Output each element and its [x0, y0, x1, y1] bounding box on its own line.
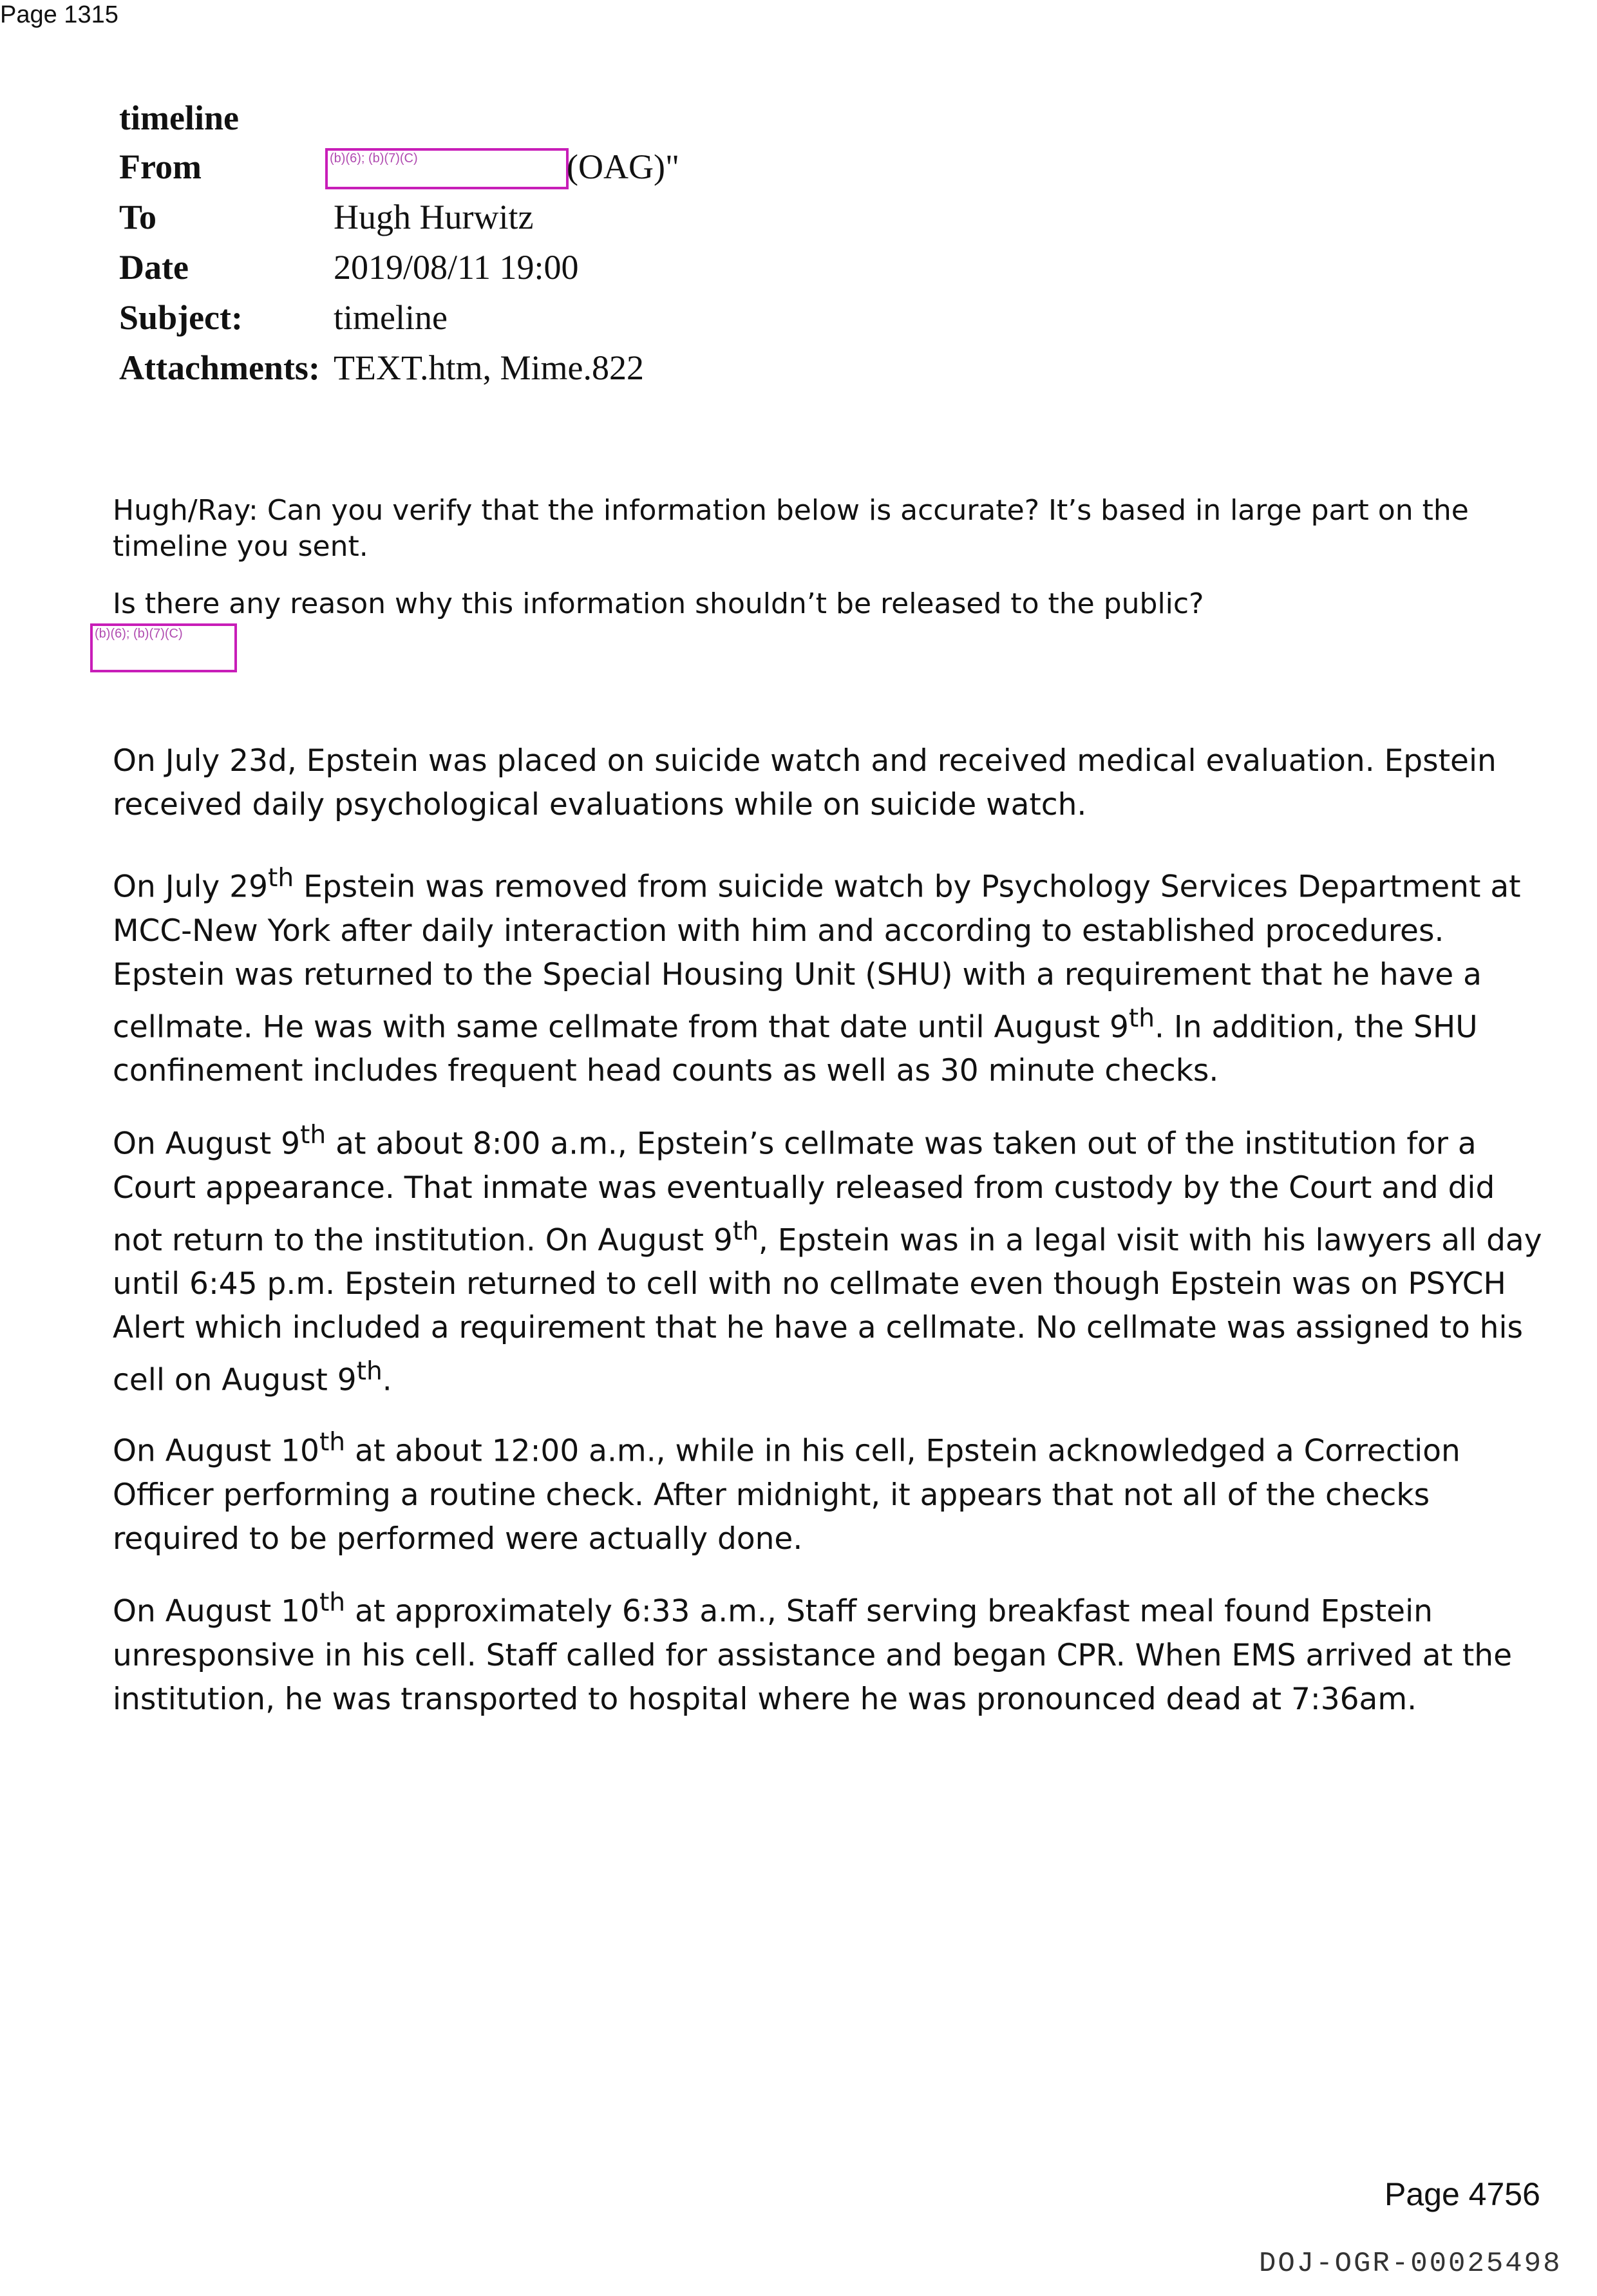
page-number-top: Page 1315 — [0, 1, 118, 28]
ordinal-suffix: th — [1128, 1003, 1155, 1033]
date-value: 2019/08/11 19:00 — [334, 248, 579, 287]
body-paragraph-3 — [113, 1114, 1542, 1403]
text-run: at approximately 6:33 a.m., Staff serving breakfast meal found Epstein unresponsive in his cell. Staff called for assistance and began CPR. When EMS arrived at the institution, he was transported to hospital where he was pronounced dead at 7:36am. — [113, 1593, 1513, 1717]
attachments-label: Attachments: — [119, 348, 320, 387]
attachments-value: TEXT.htm, Mime.822 — [334, 348, 644, 387]
intro-paragraph-1: Hugh/Ray: Can you verify that the information below is accurate? It’s based in large part on the timeline you sent. — [113, 494, 1469, 563]
ordinal-suffix: th — [356, 1357, 383, 1387]
page-number-bottom: Page 4756 — [1384, 2176, 1540, 2212]
text-run: On August 10 — [113, 1593, 319, 1629]
subject-label: Subject: — [119, 298, 243, 337]
text-run: On August 9 — [113, 1126, 301, 1162]
intro-paragraph-2: Is there any reason why this information shouldn’t be released to the public? — [113, 587, 1204, 620]
body-paragraph-4 — [113, 1421, 1542, 1561]
ordinal-suffix: th — [319, 1428, 346, 1457]
from-label: From — [119, 147, 202, 186]
paragraph-text — [113, 1114, 1542, 1403]
ordinal-suffix: th — [732, 1217, 759, 1246]
document-id: DOJ-OGR-00025498 — [1259, 2248, 1562, 2280]
redaction-box-from — [325, 148, 569, 189]
text-run: at about 8:00 a.m., Epstein’s cellmate was taken out of the institution for a Court appearance. That inmate was eventually released from custody by the Court and did not return to the institution. On August 9 — [113, 1126, 1495, 1258]
text-run: . In addition, the SHU confinement includes frequent head counts as well as 30 minute checks. — [113, 1009, 1478, 1089]
body-paragraph-1 — [113, 739, 1542, 827]
text-run: Epstein was removed from suicide watch by Psychology Services Department at MCC-New York after daily interaction with him and according to established procedures. Epstein was returned to the Special Housing Unit (SHU) with a requirement that he have a cellmate. He was with same cellmate from that date until August 9 — [113, 869, 1521, 1045]
paragraph-text: On July 23d, Epstein was placed on suicide watch and received medical evaluation. Epstein received daily psychological evaluations while on suicide watch. — [113, 743, 1497, 822]
text-run: , Epstein was in a legal visit with his lawyers all day until 6:45 p.m. Epstein returned to cell with no cellmate even though Epstein was on PSYCH Alert which included a requirement that he have a cellmate. No cellmate was assigned to his cell on August 9 — [113, 1222, 1542, 1398]
text-run: at about 12:00 a.m., while in his cell, Epstein acknowledged a Correction Officer performing a routine check. After midnight, it appears that not all of the checks required to be performed were actually done. — [113, 1433, 1460, 1557]
text-run: On July 29 — [113, 869, 268, 905]
ordinal-suffix: th — [268, 864, 294, 893]
to-label: To — [119, 198, 157, 236]
subject-value: timeline — [334, 298, 448, 337]
paragraph-text — [113, 1581, 1542, 1722]
to-value: Hugh Hurwitz — [334, 198, 534, 236]
body-paragraph-5 — [113, 1581, 1542, 1722]
paragraph-text — [113, 857, 1542, 1093]
date-label: Date — [119, 248, 189, 287]
redaction-code: (b)(6); (b)(7)(C) — [330, 151, 418, 166]
redaction-box-signature — [90, 623, 237, 672]
text-run: . — [382, 1362, 392, 1398]
text-run: On August 10 — [113, 1433, 319, 1469]
redaction-code: (b)(6); (b)(7)(C) — [95, 627, 183, 641]
paragraph-text — [113, 1421, 1542, 1561]
from-value: (OAG)" — [567, 147, 679, 186]
email-title: timeline — [119, 99, 239, 137]
ordinal-suffix: th — [319, 1588, 346, 1617]
body-paragraph-2 — [113, 857, 1542, 1093]
ordinal-suffix: th — [300, 1121, 326, 1150]
